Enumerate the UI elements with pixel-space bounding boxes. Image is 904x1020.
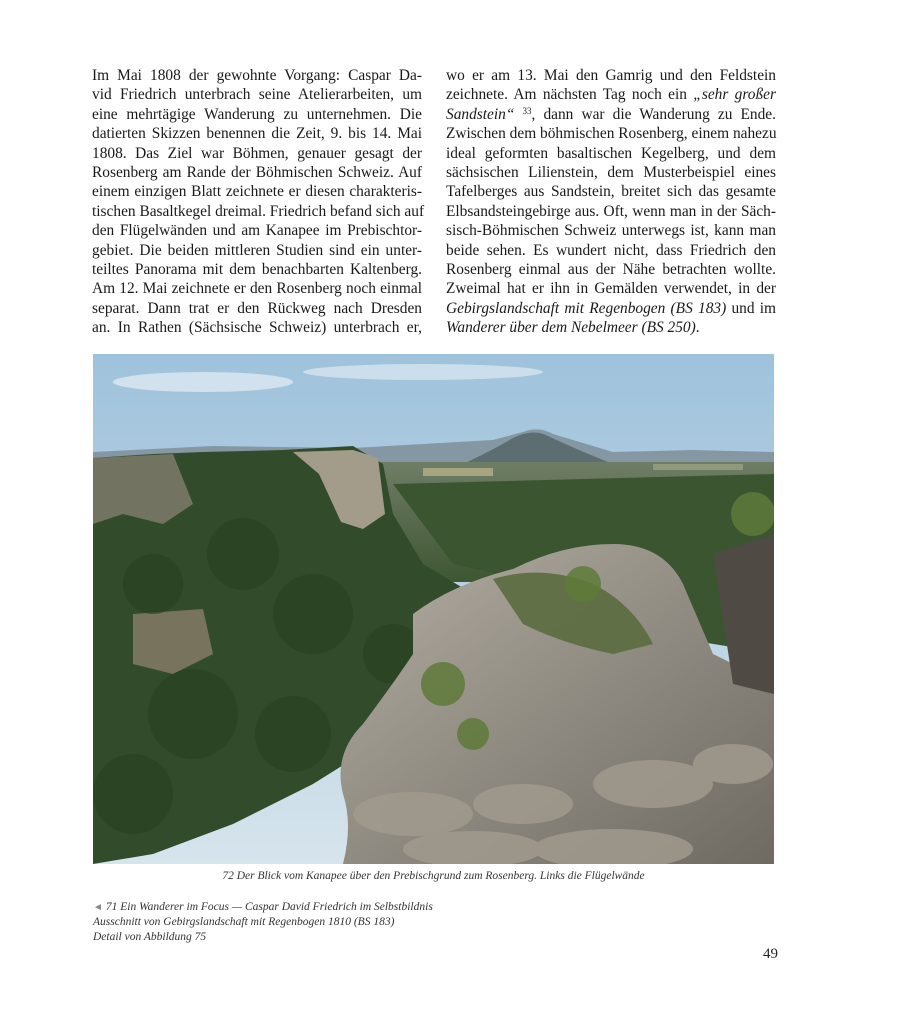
- photo-caption: 72 Der Blick vom Kanapee über den Prebischgrund zum Rosenberg. Links die Flügelwände: [222, 870, 645, 882]
- text-line: Am 12. Mai zeichnete er den Rosenberg noch einmal: [92, 280, 422, 298]
- text-line: beide sehen. Es wundert nicht, dass Friedrich den: [446, 241, 776, 259]
- quote-text: Sandstein“: [446, 105, 515, 123]
- text-line: Zweimal hat er ihn in Gemälden verwendet, in der: [446, 280, 776, 298]
- text-line: Im Mai 1808 der gewohnte Vorgang: Caspar Da-: [92, 67, 422, 84]
- text-line: Gebirgslandschaft mit Regenbogen (BS 183) und im: [446, 299, 777, 317]
- text-line: einem einzigen Blatt zeichnete er diesen charakteris-: [92, 183, 422, 201]
- text-line: eine mehrtägige Wanderung zu unternehmen. Die: [92, 105, 422, 123]
- text-line: separat. Dann trat er den Rückweg nach Dresden: [92, 299, 422, 317]
- text-line: tischen Basaltkegel dreimal. Friedrich befand sich auf: [92, 202, 425, 220]
- text-line: Rosenberg am Rande der Böhmischen Schweiz. Auf: [92, 164, 422, 182]
- text-line: Rosenberg einmal aus der Nähe betrachten wollte.: [446, 261, 776, 279]
- painting-title: Gebirgslandschaft mit Regenbogen (BS 183): [446, 299, 727, 317]
- text-line: Sandstein“ $^{33}$, dann war die Wanderung zu Ende.: [446, 105, 776, 123]
- text-line: den Flügelwänden und am Kanapee im Prebischtor-: [92, 222, 422, 240]
- text-line: zeichnete. Am nächsten Tag noch ein „sehr großer: [446, 86, 776, 104]
- figure-reference-caption: ◄ 71 Ein Wanderer im Focus — Caspar David Friedrich im Selbstbildnis Ausschnitt von Gebirgslandschaft mit Regenbogen 1810 (BS 183) Detail von Abbildung 75: [93, 901, 433, 943]
- text-line: Zwischen dem böhmischen Rosenberg, einem nahezu: [446, 125, 777, 143]
- text-line: ideal geformten basaltischen Kegelberg, und dem: [446, 144, 776, 162]
- painting-title: Wanderer über dem Nebelmeer (BS 250): [446, 319, 696, 337]
- landscape-photo: [93, 354, 774, 864]
- text-line: sächsischen Lilienstein, dem Musterbeispiel eines: [446, 164, 776, 182]
- text-line: Elbsandsteingebirge aus. Oft, wenn man in der Säch-: [446, 202, 776, 220]
- left-text-column: [92, 66, 425, 338]
- text-line: vid Friedrich unterbrach seine Atelierarbeiten, um: [92, 86, 422, 104]
- text-line: 1808. Das Ziel war Böhmen, genauer gesagt der: [92, 144, 422, 162]
- left-arrow-icon: ◄: [93, 902, 103, 913]
- text-line: gebiet. Die beiden mittleren Studien sind ein unter-: [92, 241, 422, 259]
- quote-text: „sehr großer: [693, 86, 776, 104]
- text-line: datierten Skizzen benennen die Zeit, 9. bis 14. Mai: [92, 125, 422, 143]
- text-line: an. In Rathen (Sächsische Schweiz) unterbrach er,: [92, 319, 422, 337]
- text-line: wo er am 13. Mai den Gamrig und den Feldstein: [446, 67, 776, 84]
- text-line: teiltes Panorama mit dem benachbarten Kaltenberg.: [92, 261, 422, 279]
- text-line: sisch-Böhmischen Schweiz unterwegs ist, kann man: [446, 222, 776, 240]
- text-line: Wanderer über dem Nebelmeer (BS 250).: [446, 319, 700, 337]
- footnote-ref: 33: [522, 105, 532, 116]
- page-number: 49: [763, 946, 778, 962]
- right-text-column: [446, 66, 776, 338]
- text-line: Tafelberges aus Sandstein, breitet sich das gesamte: [446, 183, 776, 201]
